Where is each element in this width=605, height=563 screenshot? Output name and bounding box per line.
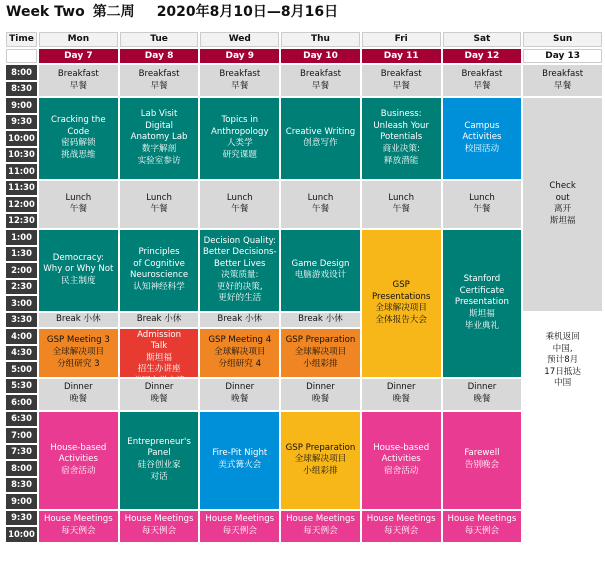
time-label: 7:00 [6, 428, 37, 443]
time-label: 8:30 [6, 82, 37, 97]
event-break: Break 小休 [120, 313, 199, 328]
event-gsp-preparation-evening: GSP Preparation 全球解决项目 小组彩排 [281, 412, 360, 509]
event-dinner: Dinner 晚餐 [443, 379, 522, 410]
header-thu: Thu [281, 32, 360, 47]
header-tue: Tue [120, 32, 199, 47]
event-business: Business: Unleash Your Potentials 商业决策: 释放潜能 [362, 98, 441, 179]
time-label: 1:00 [6, 230, 37, 245]
header-mon: Mon [39, 32, 118, 47]
time-label: 8:00 [6, 65, 37, 80]
time-label: 4:30 [6, 346, 37, 361]
event-lunch: Lunch 午餐 [362, 181, 441, 229]
event-breakfast: Breakfast 早餐 [523, 65, 602, 96]
date-range: 2020年8月10日—8月16日 [156, 4, 339, 20]
event-house-meetings: House Meetings 每天例会 [120, 511, 199, 542]
event-decision-quality: Decision Quality: Better Decisions- Better Lives 决策质量: 更好的决策, 更好的生活 [200, 230, 279, 311]
time-label: 1:30 [6, 247, 37, 262]
event-entrepreneur-panel: Entrepreneur's Panel 硅谷创业家 对话 [120, 412, 199, 509]
event-lunch: Lunch 午餐 [39, 181, 118, 229]
header-fri: Fri [362, 32, 441, 47]
event-house-activities: House-based Activities 宿舍活动 [362, 412, 441, 509]
event-breakfast: Breakfast 早餐 [39, 65, 118, 96]
time-label: 9:00 [6, 98, 37, 113]
time-label: 11:00 [6, 164, 37, 179]
event-dinner: Dinner 晚餐 [200, 379, 279, 410]
event-cognitive-neuroscience: Principles of Cognitive Neuroscience 认知神经科学 [120, 230, 199, 311]
event-lab-visit: Lab Visit Digital Anatomy Lab 数字解剖 实验室参访 [120, 98, 199, 179]
event-gsp-presentations: GSP Presentations 全球解决项目 全体报告大会 [362, 230, 441, 377]
date-sat: Day 12 [443, 49, 522, 64]
event-dinner: Dinner 晚餐 [362, 379, 441, 410]
header-sun: Sun [523, 32, 602, 47]
header-time: Time [6, 32, 37, 47]
time-label: 9:00 [6, 494, 37, 509]
time-label: 6:30 [6, 412, 37, 427]
time-label: 10:00 [6, 527, 37, 542]
event-dinner: Dinner 晚餐 [281, 379, 360, 410]
header-sat: Sat [443, 32, 522, 47]
date-wed: Day 9 [200, 49, 279, 64]
time-label: 9:30 [6, 511, 37, 526]
event-gsp-meeting-3: GSP Meeting 3 全球解决项目 分组研究 3 [39, 329, 118, 377]
event-house-meetings: House Meetings 每天例会 [39, 511, 118, 542]
event-college-admission-talk: Admission Talk 斯坦福 招生办讲座 [120, 329, 199, 377]
date-thu: Day 10 [281, 49, 360, 64]
page-title [6, 1, 338, 23]
week-label-cn: 第二周 [92, 4, 135, 20]
event-house-meetings: House Meetings 每天例会 [281, 511, 360, 542]
event-break: Break 小休 [281, 313, 360, 328]
date-tue: Day 8 [120, 49, 199, 64]
event-house-meetings: House Meetings 每天例会 [443, 511, 522, 542]
event-farewell: Farewell 告别晚会 [443, 412, 522, 509]
time-label: 11:30 [6, 181, 37, 196]
event-democracy: Democracy: Why or Why Not 民主制度 [39, 230, 118, 311]
time-label: 5:00 [6, 362, 37, 377]
date-corner [6, 49, 37, 64]
event-return-flight: 乘机返回 中国, 预计8月 17日抵达 中国 [523, 313, 602, 410]
event-gsp-preparation: GSP Preparation 全球解决项目 小组彩排 [281, 329, 360, 377]
event-breakfast: Breakfast 早餐 [443, 65, 522, 96]
time-label: 3:30 [6, 313, 37, 328]
event-cracking-the-code: Cracking the Code 密码解锁 挑战思维 [39, 98, 118, 179]
event-lunch: Lunch 午餐 [200, 181, 279, 229]
event-dinner: Dinner 晚餐 [39, 379, 118, 410]
time-label: 12:00 [6, 197, 37, 212]
event-breakfast: Breakfast 早餐 [281, 65, 360, 96]
event-house-meetings: House Meetings 每天例会 [362, 511, 441, 542]
event-game-design: Game Design 电脑游戏设计 [281, 230, 360, 311]
time-label: 5:30 [6, 379, 37, 394]
event-house-meetings: House Meetings 每天例会 [200, 511, 279, 542]
time-label: 7:30 [6, 445, 37, 460]
time-label: 10:30 [6, 148, 37, 163]
week-label: Week Two [6, 4, 85, 20]
time-label: 9:30 [6, 115, 37, 130]
event-dinner: Dinner 晚餐 [120, 379, 199, 410]
event-anthropology: Topics in Anthropology 人类学 研究课题 [200, 98, 279, 179]
event-break: Break 小休 [200, 313, 279, 328]
time-label: 2:00 [6, 263, 37, 278]
event-lunch: Lunch 午餐 [443, 181, 522, 229]
event-lunch: Lunch 午餐 [120, 181, 199, 229]
time-label: 2:30 [6, 280, 37, 295]
date-fri: Day 11 [362, 49, 441, 64]
date-mon: Day 7 [39, 49, 118, 64]
event-stanford-certificate: Stanford Certificate Presentation 斯坦福 毕业典礼 [443, 230, 522, 377]
event-check-out: Check out 离开 斯坦福 [523, 98, 602, 311]
event-house-activities: House-based Activities 宿舍活动 [39, 412, 118, 509]
schedule-grid [6, 32, 602, 558]
time-label: 12:30 [6, 214, 37, 229]
event-breakfast: Breakfast 早餐 [120, 65, 199, 96]
event-breakfast: Breakfast 早餐 [362, 65, 441, 96]
event-campus-activities: Campus Activities 校园活动 [443, 98, 522, 179]
event-lunch: Lunch 午餐 [281, 181, 360, 229]
event-breakfast: Breakfast 早餐 [200, 65, 279, 96]
date-sun: Day 13 [523, 49, 602, 64]
time-label: 4:00 [6, 329, 37, 344]
header-wed: Wed [200, 32, 279, 47]
time-label: 3:00 [6, 296, 37, 311]
time-label: 8:30 [6, 478, 37, 493]
event-gsp-meeting-4: GSP Meeting 4 全球解决项目 分组研究 4 [200, 329, 279, 377]
event-break: Break 小休 [39, 313, 118, 328]
event-fire-pit-night: Fire-Pit Night 美式篝火会 [200, 412, 279, 509]
event-creative-writing: Creative Writing 创意写作 [281, 98, 360, 179]
time-label: 8:00 [6, 461, 37, 476]
time-label: 10:00 [6, 131, 37, 146]
time-label: 6:00 [6, 395, 37, 410]
